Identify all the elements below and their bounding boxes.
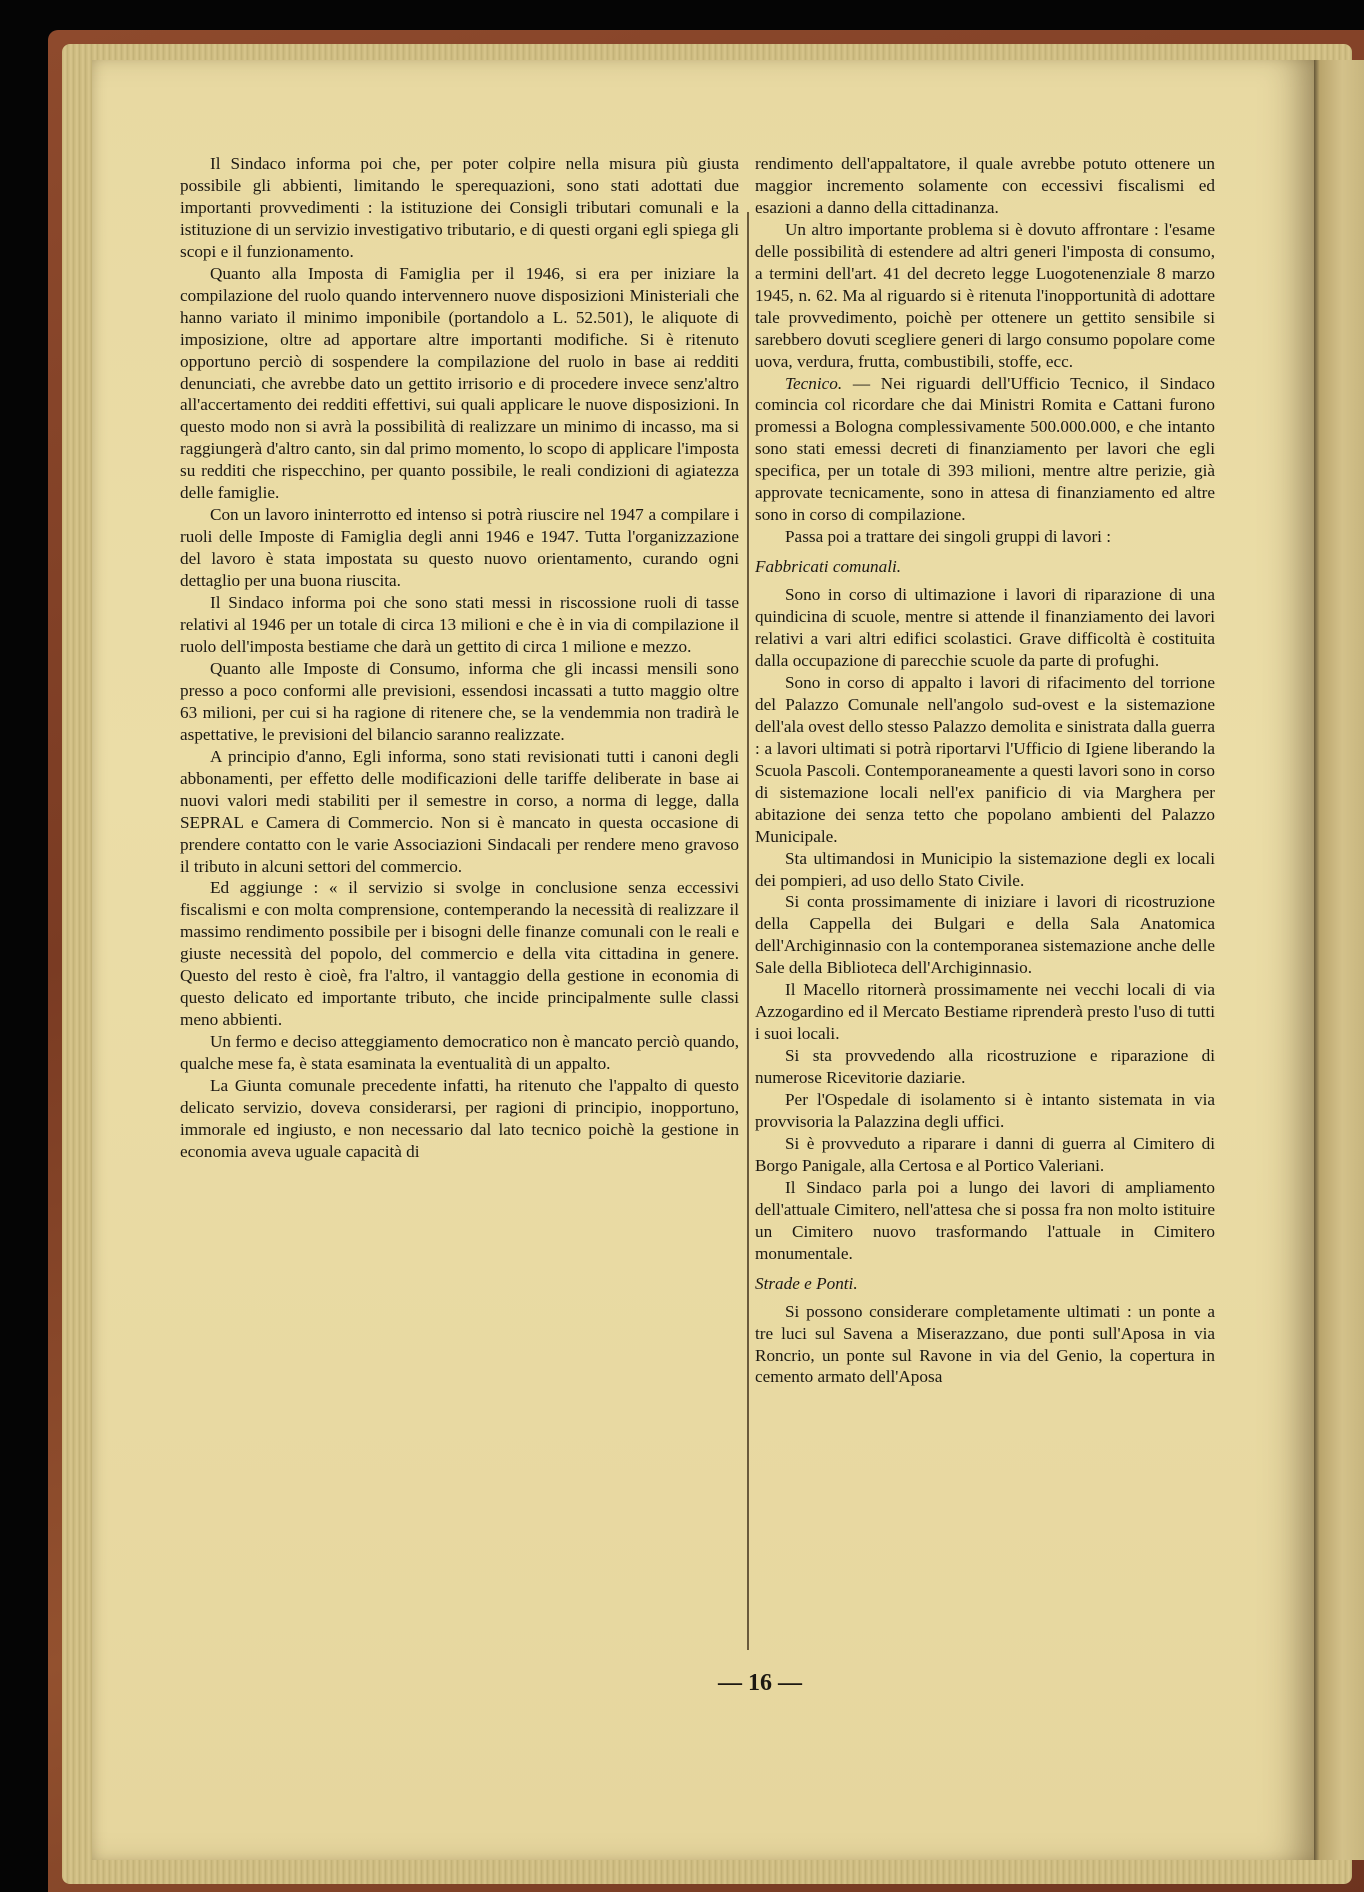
paragraph: Si possono considerare completamente ultimati : un ponte a tre luci sul Savena a Miserazzano, due ponti sull'Aposa in via Roncrio, un ponte sul Ravone in via del Genio, la copertura in cemento armato dell'Aposa xyxy=(755,1301,1215,1387)
paragraph: Quanto alla Imposta di Famiglia per il 1946, si era per iniziare la compilazione del ruolo quando intervennero nuove disposizioni Ministeriali che hanno variato il minimo imponibile (portandolo a L. 52.501), le aliquote di imposizione, oltre ad apportare altre importanti modifiche. Si è ritenuto opportuno perciò di sospendere la compilazione del ruolo in base ai redditi denunciati, che avrebbe dato un gettito irrisorio e di procedere invece senz'altro all'accertamento dei redditi effettivi, sui quali applicare le nuove disposizioni. In questo modo non si avrà la possibilità di realizzare un minimo di incasso, ma si raggiungerà d'altro canto, sin dal primo momento, lo scopo di applicare l'imposta su redditi che rispecchino, per quanto possibile, le reali condizioni di agiatezza delle famiglie. xyxy=(180,263,739,503)
next-page-edge xyxy=(1310,60,1364,1860)
paragraph: Un fermo e deciso atteggiamento democratico non è mancato perciò quando, qualche mese fa, è stata esaminata la eventualità di un appalto. xyxy=(180,1032,739,1074)
paragraph: Sono in corso di appalto i lavori di rifacimento del torrione del Palazzo Comunale nell'angolo sud-ovest e la sistemazione dell'ala ovest dello stesso Palazzo demolita e sinistrata dalla guerra : a lavori ultimati si potrà riportarvi l'Ufficio di Igiene liberando la Scuola Pascoli. Contemporaneamente a questi lavori sono in corso di sistemazione locali nell'ex panificio di via Marghera per abitazione dei senza tetto che popolano ambienti del Palazzo Municipale. xyxy=(755,672,1215,846)
column-divider xyxy=(747,212,749,1650)
tecnico-label: Tecnico. xyxy=(785,373,843,393)
paragraph: A principio d'anno, Egli informa, sono stati revisionati tutti i canoni degli abbonamenti, per effetto delle modificazioni delle tariffe deliberate in base ai nuovi valori medi stabiliti per il semestre in corso, a norma di legge, dalla SEPRAL e Camera di Commercio. Non si è mancato in questa occasione di prendere contatto con le varie Associazioni Sindacali per rendere meno gravoso il tributo in alcuni settori del commercio. xyxy=(180,746,739,876)
section-heading-strade: Strade e Ponti. xyxy=(755,1273,858,1293)
paragraph: Si è provveduto a riparare i danni di guerra al Cimitero di Borgo Panigale, alla Certosa e al Portico Valeriani. xyxy=(755,1133,1215,1175)
section-heading-fabbricati: Fabbricati comunali. xyxy=(755,557,902,577)
paragraph: Un altro importante problema si è dovuto affrontare : l'esame delle possibilità di estendere ad altri generi l'imposta di consumo, a termini dell'art. 41 del decreto legge Luogotenenziale 8 marzo 1945, n. 62. Ma al riguardo si è ritenuta l'inopportunità di adottare tale provvedimento, poichè per ottenere un gettito sensibile si sarebbero dovuti scegliere generi di largo consumo popolare come uova, verdura, frutta, combustibili, stoffe, ecc. xyxy=(755,219,1215,371)
paragraph: Sta ultimandosi in Municipio la sistemazione degli ex locali dei pompieri, ad uso dello Stato Civile. xyxy=(755,848,1215,890)
paragraph: Il Macello ritornerà prossimamente nei vecchi locali di via Azzogardino ed il Mercato Bestiame riprenderà presto l'uso di tutti i suoi locali. xyxy=(755,980,1215,1044)
paragraph-tecnico xyxy=(755,373,1215,527)
right-column xyxy=(755,153,1215,1388)
paragraph: Si sta provvedendo alla ricostruzione e riparazione di numerose Ricevitorie daziarie. xyxy=(755,1046,1215,1088)
paragraph: Con un lavoro ininterrotto ed intenso si potrà riuscire nel 1947 a compilare i ruoli delle Imposte di Famiglia degli anni 1946 e 1947. Tutta l'organizzazione del lavoro è stata impostata su questo nuovo orientamento, curando ogni dettaglio per una buona riuscita. xyxy=(180,505,739,591)
tecnico-text: — Nei riguardi dell'Ufficio Tecnico, il Sindaco comincia col ricordare che dai Ministri Romita e Cattani furono promessi a Bologna complessivamente 500.000.000, e che intanto sono stati emessi decreti di finanziamento per lavori che egli specifica, per un totale di 393 milioni, mentre altre perizie, già approvate tecnicamente, sono in attesa di finanziamento ed altre sono in corso di compilazione. xyxy=(755,373,1215,525)
paragraph: Passa poi a trattare dei singoli gruppi di lavori : xyxy=(785,527,1112,547)
paragraph: Sono in corso di ultimazione i lavori di riparazione di una quindicina di scuole, mentre si attende il finanziamento dei lavori relativi a vari altri edifici scolastici. Grave difficoltà è costituita dalla occupazione di parecchie scuole da parte di profughi. xyxy=(755,585,1215,670)
left-column xyxy=(180,153,739,1163)
paragraph: rendimento dell'appaltatore, il quale avrebbe potuto ottenere un maggior incremento solamente con eccessivi fiscalismi ed esazioni a danno della cittadinanza. xyxy=(755,154,1215,217)
paragraph: La Giunta comunale precedente infatti, ha ritenuto che l'appalto di questo delicato servizio, doveva considerarsi, per ragioni di principio, inopportuno, immorale ed ingiusto, e non necessario dal lato tecnico poichè la gestione in economia aveva uguale capacità di xyxy=(180,1076,739,1161)
paragraph: Per l'Ospedale di isolamento si è intanto sistemata in via provvisoria la Palazzina degli uffici. xyxy=(755,1090,1215,1131)
paragraph: Il Sindaco parla poi a lungo dei lavori di ampliamento dell'attuale Cimitero, nell'attesa che si possa fra non molto istituire un Cimitero nuovo trasformando l'attuale in Cimitero monumentale. xyxy=(755,1177,1215,1263)
paragraph: Il Sindaco informa poi che sono stati messi in riscossione ruoli di tasse relativi al 1946 per un totale di circa 13 milioni e che è in via di compilazione il ruolo dell'imposta bestiame che darà un gettito di circa 1 milione e mezzo. xyxy=(180,593,739,656)
paragraph: Si conta prossimamente di iniziare i lavori di ricostruzione della Cappella dei Bulgari e della Sala Anatomica dell'Archiginnasio con la contemporanea sistemazione anche delle Sale della Biblioteca dell'Archiginnasio. xyxy=(755,892,1215,978)
paragraph: Ed aggiunge : « il servizio si svolge in conclusione senza eccessivi fiscalismi e con molta comprensione, contemperando la necessità di realizzare il massimo rendimento possibile per i bisogni delle finanze comunali con le reali e giuste necessità del popolo, del commercio e della vita cittadina in genere. Questo del resto è cioè, fra l'altro, il vantaggio della gestione in economia di questo delicato ed importante tributo, che incide principalmente sulle classi meno abbienti. xyxy=(180,878,739,1030)
paragraph: Quanto alle Imposte di Consumo, informa che gli incassi mensili sono presso a poco conformi alle previsioni, essendosi incassati a tutto maggio oltre 63 milioni, per cui si ha ragione di ritenere che, se la vendemmia non tradirà le aspettative, le previsioni del bilancio saranno realizzate. xyxy=(180,658,739,744)
paragraph: Il Sindaco informa poi che, per poter colpire nella misura più giusta possibile gli abbienti, limitando le sperequazioni, sono stati adottati due importanti provvedimenti : la istituzione dei Consigli tributari comunali e la istituzione di un servizio investigativo tributario, e di questi organi egli spiega gli scopi e il funzionamento. xyxy=(180,154,739,261)
page-number: — 16 — xyxy=(718,1670,802,1696)
